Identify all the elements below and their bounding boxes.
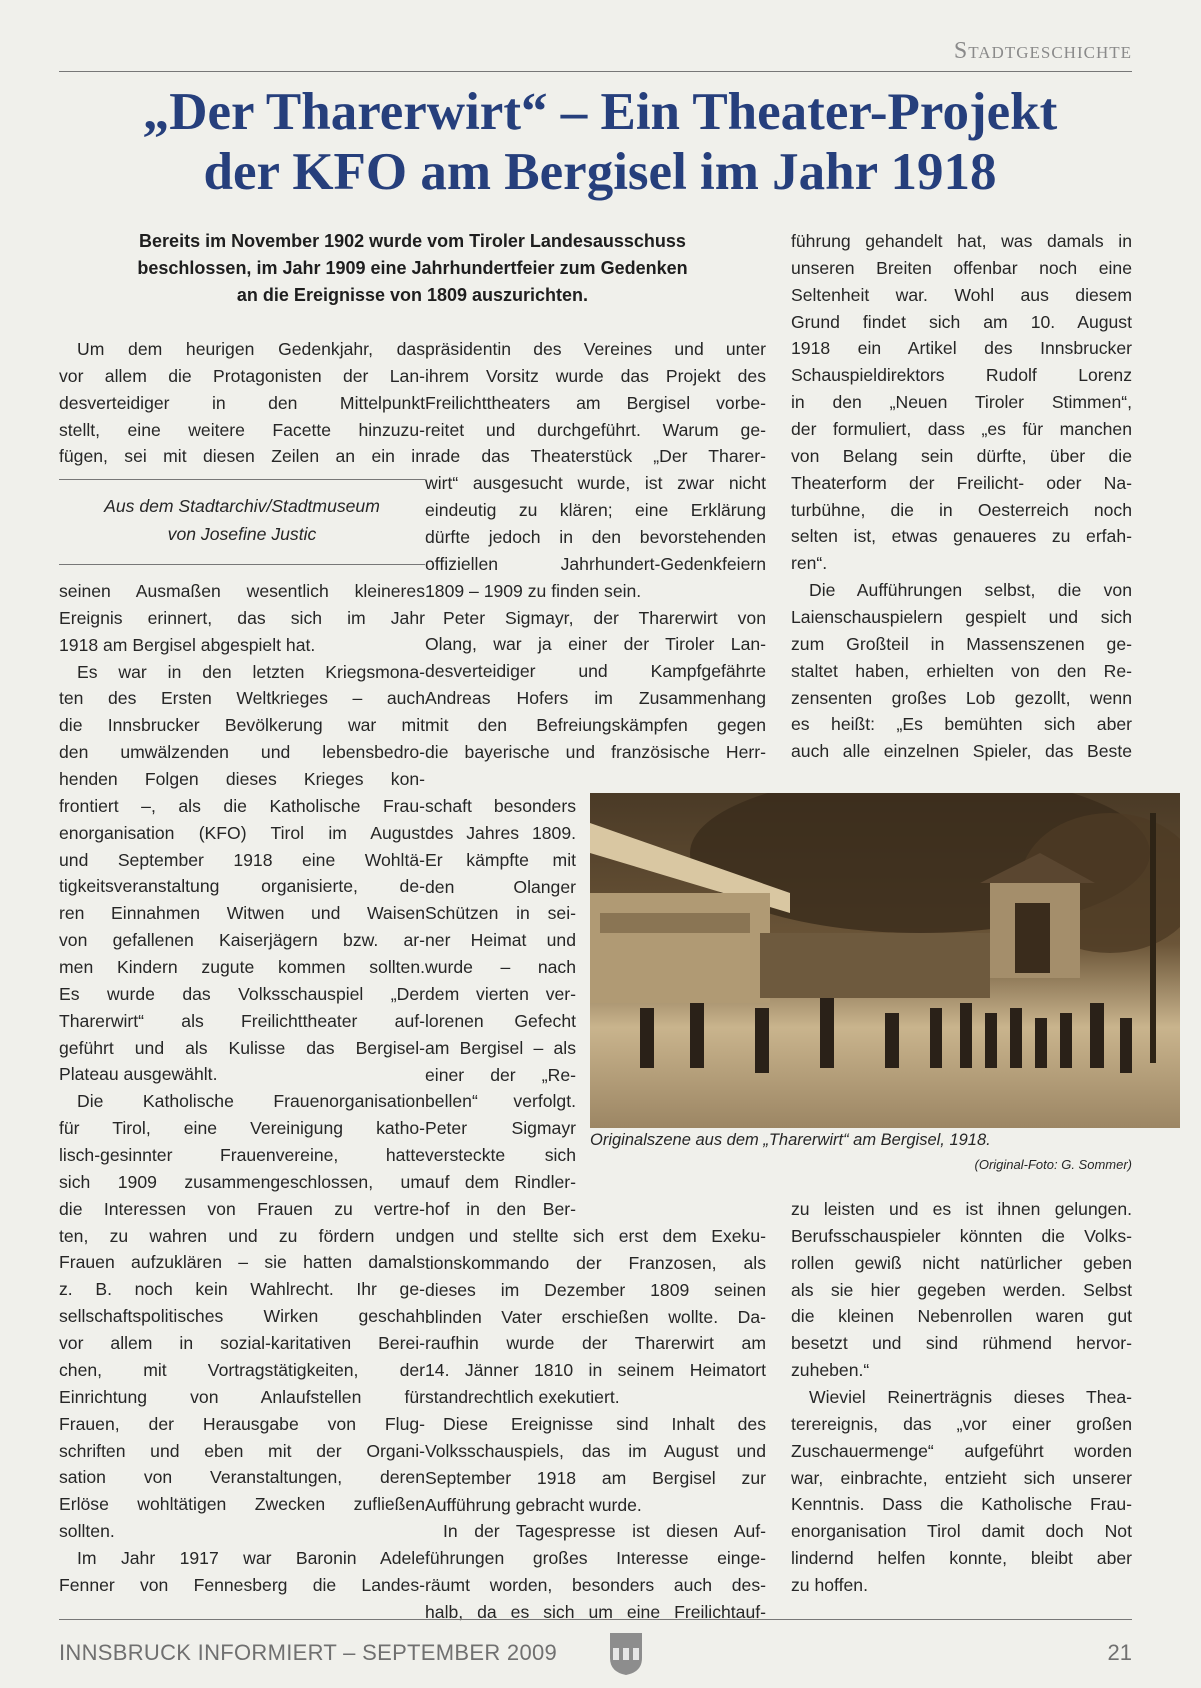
text-line: als sie hier gegeben werden. Selbst <box>791 1279 1132 1300</box>
text-line: lisch-gesinnter Frauenvereine, hatte <box>59 1145 425 1166</box>
text-line: versteckte sich <box>425 1145 576 1166</box>
text-line: Einrichtung von Anlaufstellen für <box>59 1386 425 1407</box>
text-line: von gefallenen Kaiserjägern bzw. ar- <box>59 930 425 951</box>
text-line: tigkeitsveranstaltung organisierte, de- <box>59 876 425 897</box>
text-line: Freilichttheaters am Bergisel vorbe- <box>425 392 766 413</box>
paragraph <box>791 577 1132 765</box>
text-line: hof in den Ber- <box>425 1198 576 1219</box>
header-rule <box>59 71 1132 72</box>
text-line: tionskommando der Franzosen, als <box>425 1252 766 1273</box>
text-line: und September 1918 eine Wohltä- <box>59 849 425 870</box>
text-line: z. B. noch kein Wahlrecht. Ihr ge- <box>59 1279 425 1300</box>
text-line: mit den Befreiungskämpfen gegen <box>425 715 766 736</box>
text-line: Volksschauspiels, das im August und <box>425 1440 766 1461</box>
text-line: sation von Veranstaltungen, deren <box>59 1467 425 1488</box>
text-line: bellen“ verfolgt. <box>425 1091 576 1112</box>
text-line: henden Folgen dieses Krieges kon- <box>59 769 425 790</box>
text-line: 1809 – 1909 zu finden sein. <box>425 580 642 601</box>
text-line: Er kämpfte mit <box>425 849 576 870</box>
text-line: zum Großteil in Massenszenen ge- <box>791 633 1132 654</box>
text-line: auf dem Rindler- <box>425 1172 576 1193</box>
text-line: Peter Sigmayr <box>425 1118 576 1139</box>
lede-line: Bereits im November 1902 wurde vom Tiroler Landesausschuss <box>139 231 686 251</box>
text-line: raufhin wurde der Tharerwirt am <box>425 1333 766 1354</box>
text-line: die Innsbrucker Bevölkerung war mit <box>59 715 425 736</box>
text-line: 1918 ein Artikel des Innsbrucker <box>791 338 1132 359</box>
column-3-top <box>791 228 1132 765</box>
byline-line: Aus dem Stadtarchiv/Stadtmuseum <box>104 496 380 516</box>
text-line: vor allem in sozial-karitativen Berei- <box>59 1333 425 1354</box>
paragraph <box>425 1411 766 1518</box>
text-line: zensenten großes Lob gezollt, wenn <box>791 687 1132 708</box>
photo-credit: (Original-Foto: G. Sommer) <box>974 1157 1132 1172</box>
text-line: gen und stellte sich erst dem Exeku- <box>425 1226 766 1246</box>
text-line: stellt, eine weitere Facette hinzuzu- <box>59 419 425 440</box>
text-line: Die Aufführungen selbst, die von <box>809 580 1132 601</box>
text-line: Erlöse wohltätigen Zwecken zufließen <box>59 1494 425 1515</box>
text-line: ren Einnahmen Witwen und Waisen <box>59 903 425 924</box>
text-line: besetzt und sind rühmend hervor- <box>791 1333 1132 1354</box>
article-title-line2: der KFO am Bergisel im Jahr 1918 <box>203 143 997 201</box>
text-line: zuheben.“ <box>791 1360 870 1381</box>
text-line: Im Jahr 1917 war Baronin Adele <box>77 1547 425 1568</box>
byline-rule-top <box>59 479 425 480</box>
text-line: zu leisten und es ist ihnen gelungen. <box>791 1199 1132 1219</box>
text-line: Zuschauermenge“ aufgeführt worden <box>791 1440 1132 1461</box>
text-line: es heißt: „Es bemühten sich aber <box>791 714 1132 735</box>
photo-caption: Originalszene aus dem „Tharerwirt“ am Bergisel, 1918. <box>590 1131 991 1149</box>
paragraph <box>791 1384 1132 1599</box>
text-line: ten des Ersten Weltkrieges – auch <box>59 688 425 709</box>
text-line: ren“. <box>791 553 828 574</box>
text-line: Tharerwirt“ als Freilichttheater auf- <box>59 1010 425 1031</box>
text-line: wirt“ ausgesucht wurde, ist zwar nicht <box>425 473 766 494</box>
byline-author: von Josefine Justic <box>167 524 317 544</box>
text-line: Peter Sigmayr, der Tharerwirt von <box>443 607 766 628</box>
text-line: Frauen, der Herausgabe von Flug- <box>59 1413 425 1434</box>
text-line: chen, mit Vortragstätigkeiten, der <box>59 1359 425 1380</box>
text-line: der formuliert, dass „es für manchen <box>791 419 1132 440</box>
text-line: eindeutig zu klären; eine Erklärung <box>425 500 766 521</box>
text-line: In der Tagespresse ist diesen Auf- <box>443 1521 766 1542</box>
text-line: Ereignis erinnert, das sich im Jahr <box>59 607 425 628</box>
page-number: 21 <box>1107 1640 1132 1665</box>
text-line: ihrem Vorsitz wurde das Projekt des <box>425 365 766 386</box>
text-line: von Belang sein dürfte, über die <box>791 445 1132 466</box>
column-2-beside-photo <box>425 793 576 1223</box>
text-line: sich 1909 zusammengeschlossen, um <box>59 1171 425 1192</box>
text-line: Diese Ereignisse sind Inhalt des <box>443 1414 766 1435</box>
text-line: geführt und als Kulisse das Bergisel- <box>59 1037 425 1058</box>
text-line: Theaterform der Freilicht- oder Na- <box>791 472 1132 493</box>
paragraph <box>59 659 425 1089</box>
text-line: turbühne, die in Oesterreich noch <box>791 499 1132 520</box>
text-line: einer der „Re- <box>425 1064 576 1085</box>
paragraph <box>425 1518 766 1625</box>
historical-photo <box>590 793 1180 1128</box>
text-line: Es war in den letzten Kriegsmona- <box>77 661 425 682</box>
text-line: Schauspieldirektors Rudolf Lorenz <box>791 365 1132 386</box>
byline-rule-bottom <box>59 564 425 565</box>
text-line: war, einbrachte, entzieht sich unserer <box>791 1467 1132 1488</box>
text-line: auch alle einzelnen Spieler, das Beste <box>791 741 1132 762</box>
text-line: schriften und eben mit der Organi- <box>59 1440 425 1461</box>
text-line: fügen, sei mit diesen Zeilen an ein in <box>59 446 425 467</box>
text-line: unseren Breiten offenbar noch eine <box>791 257 1132 278</box>
text-line: dürfte jedoch in den bevorstehenden <box>425 527 766 548</box>
text-line: Plateau ausgewählt. <box>59 1064 218 1085</box>
text-line: seinen Ausmaßen wesentlich kleineres <box>59 581 425 601</box>
text-line: halb, da es sich um eine Freilichtauf- <box>425 1602 766 1623</box>
lede-line: beschlossen, im Jahr 1909 eine Jahrhundertfeier zum Gedenken <box>137 257 688 278</box>
byline <box>59 492 425 548</box>
text-line: Aufführung gebracht wurde. <box>425 1494 642 1515</box>
paragraph <box>425 336 766 605</box>
footer-publication: INNSBRUCK INFORMIERT – SEPTEMBER 2009 <box>59 1640 558 1665</box>
text-line: desverteidiger und Kampfgefährte <box>425 661 766 682</box>
text-line: enorganisation Tirol damit doch Not <box>791 1521 1132 1542</box>
text-line: die bayerische und französische Herr- <box>425 741 766 762</box>
text-line: des Jahres 1809. <box>425 822 576 843</box>
text-line: desverteidiger in den Mittelpunkt <box>59 392 425 413</box>
innsbruck-coat-of-arms-icon <box>609 1632 643 1676</box>
text-line: ten, zu wahren und zu fördern und <box>59 1225 425 1246</box>
lede-line: an die Ereignisse von 1809 auszurichten. <box>236 284 589 305</box>
text-line: standrechtlich exekutiert. <box>425 1387 620 1408</box>
text-line: Schützen in sei- <box>425 903 576 924</box>
text-line: September 1918 am Bergisel zur <box>425 1467 766 1488</box>
text-line: offiziellen Jahrhundert-Gedenkfeiern <box>425 553 766 574</box>
text-line: blinden Vater erschießen wollte. Da- <box>425 1306 766 1327</box>
text-line: führungen großes Interesse einge- <box>425 1548 766 1569</box>
text-line: selten ist, etwas genaueres zu erfah- <box>791 526 1132 547</box>
paragraph <box>791 1196 1132 1384</box>
paragraph <box>59 336 425 470</box>
text-line: die Interessen von Frauen zu vertre- <box>59 1198 425 1219</box>
text-line: in den „Neuen Tiroler Stimmen“, <box>791 392 1132 413</box>
text-line: die kleinen Nebenrollen waren gut <box>791 1306 1132 1327</box>
text-line: wurde – nach <box>425 957 576 978</box>
paragraph <box>59 1545 425 1599</box>
text-line: zu hoffen. <box>791 1575 868 1596</box>
column-1-intro <box>59 336 425 470</box>
text-line: Grund findet sich am 10. August <box>791 311 1132 332</box>
text-line: Wieviel Reinerträgnis dieses Thea- <box>809 1387 1132 1408</box>
lede <box>59 228 766 309</box>
text-line: 14. Jänner 1810 in seinem Heimatort <box>425 1360 766 1381</box>
text-line: führung gehandelt hat, was damals in <box>791 231 1132 251</box>
text-line: men Kindern zugute kommen sollten. <box>59 957 425 978</box>
text-line: frontiert –, als die Katholische Frau- <box>59 795 425 816</box>
text-line: Frauen aufzuklären – sie hatten damals <box>59 1252 425 1273</box>
text-line: ner Heimat und <box>425 930 576 951</box>
text-line: präsidentin des Vereines und unter <box>425 339 766 359</box>
text-line: Es wurde das Volksschauspiel „Der <box>59 983 425 1004</box>
paragraph <box>425 793 576 1223</box>
text-line: vor allem die Protagonisten der Lan- <box>59 365 425 386</box>
column-2-top <box>425 336 766 766</box>
text-line: enorganisation (KFO) Tirol im August <box>59 822 425 843</box>
text-line: dieses im Dezember 1809 seinen <box>425 1279 766 1300</box>
paragraph <box>425 605 766 766</box>
text-line: reitet und durchgeführt. Warum ge- <box>425 419 766 440</box>
text-line: Kenntnis. Dass die Katholische Frau- <box>791 1494 1132 1515</box>
text-line: Andreas Hofers im Zusammenhang <box>425 688 766 709</box>
paragraph <box>59 578 425 659</box>
text-line: Berufsschauspieler könnten die Volks- <box>791 1225 1132 1246</box>
text-line: 1918 am Bergisel abgespielt hat. <box>59 634 316 655</box>
text-line: Laienschauspielern gespielt und sich <box>791 607 1132 628</box>
text-line: dem vierten ver- <box>425 984 576 1005</box>
text-line: rollen gewiß nicht natürlicher geben <box>791 1252 1132 1273</box>
text-line: lindernd helfen konnte, bleibt aber <box>791 1548 1132 1569</box>
text-line: den Olanger <box>425 876 576 897</box>
section-label: Stadtgeschichte <box>953 38 1132 64</box>
text-line: Um dem heurigen Gedenkjahr, das <box>77 339 425 359</box>
article-title-line1: „Der Tharerwirt“ – Ein Theater-Projekt <box>142 83 1058 141</box>
text-line: sellschaftspolitisches Wirken geschah <box>59 1306 425 1327</box>
text-line: den umwälzenden und lebensbedro- <box>59 742 425 763</box>
text-line: Olang, war ja einer der Tiroler Lan- <box>425 634 766 655</box>
text-line: sollten. <box>59 1521 115 1542</box>
text-line: rade das Theaterstück „Der Tharer- <box>425 446 766 467</box>
paragraph <box>791 228 1132 577</box>
text-line: am Bergisel – als <box>425 1037 576 1058</box>
text-line: lorenen Gefecht <box>425 1010 576 1031</box>
text-line: terereignis, das „vor einer großen <box>791 1413 1132 1434</box>
footer-rule <box>59 1619 1132 1620</box>
text-line: für Tirol, eine Vereinigung katho- <box>59 1118 425 1139</box>
text-line: schaft besonders <box>425 796 576 816</box>
paragraph <box>59 1088 425 1545</box>
text-line: Die Katholische Frauenorganisation <box>77 1091 425 1112</box>
column-2-bottom <box>425 1223 766 1626</box>
paragraph <box>425 1223 766 1411</box>
column-3-bottom <box>791 1196 1132 1599</box>
text-line: staltet haben, erhielten von den Re- <box>791 660 1132 681</box>
text-line: Fenner von Fennesberg die Landes- <box>59 1574 425 1595</box>
text-line: Seltenheit war. Wohl aus diesem <box>791 284 1132 305</box>
column-1-body <box>59 578 425 1599</box>
text-line: räumt worden, besonders auch des- <box>425 1575 766 1596</box>
